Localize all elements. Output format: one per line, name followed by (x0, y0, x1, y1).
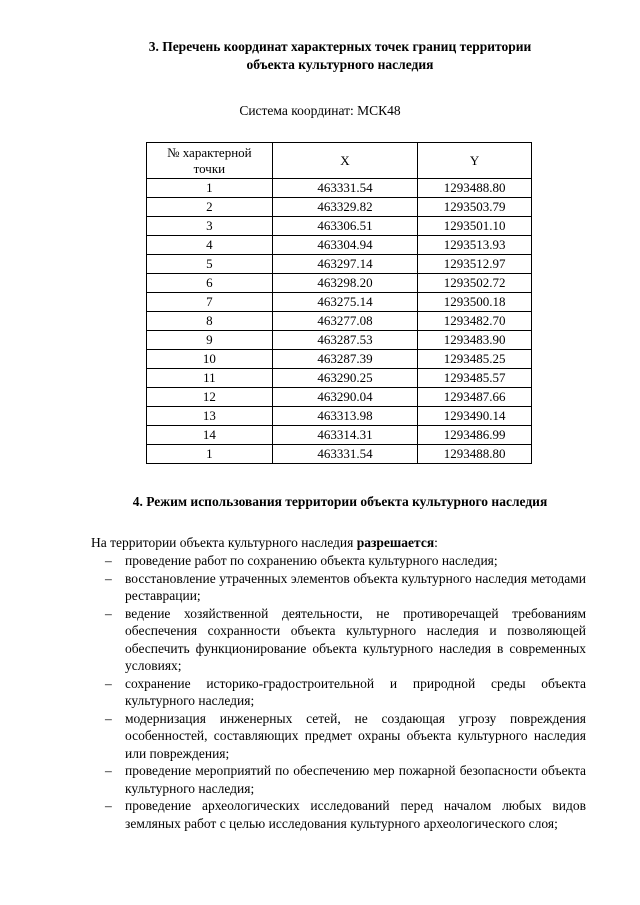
header-x: X (272, 143, 418, 179)
allowed-intro-bold: разрешается (356, 535, 435, 550)
cell-x: 463304.94 (272, 236, 418, 255)
list-item-text: модернизация инженерных сетей, не создающая угрозу повреждения особенностей, составляющих предмет охраны объекта культурного наследия или повреждения; (125, 710, 586, 761)
header-point-number (147, 143, 273, 179)
cell-y: 1293502.72 (418, 274, 532, 293)
dash-bullet: – (105, 553, 112, 568)
cell-point: 1 (147, 445, 273, 464)
dash-bullet: – (105, 763, 112, 778)
cell-y: 1293490.14 (418, 407, 532, 426)
cell-x: 463287.53 (272, 331, 418, 350)
table-row (147, 350, 532, 369)
header-y: Y (418, 143, 532, 179)
section-4-heading: 4. Режим использования территории объекта культурного наследия (132, 494, 548, 509)
cell-x: 463329.82 (272, 198, 418, 217)
cell-y: 1293485.25 (418, 350, 532, 369)
cell-x: 463290.04 (272, 388, 418, 407)
cell-point: 9 (147, 331, 273, 350)
table-row (147, 217, 532, 236)
cell-point: 7 (147, 293, 273, 312)
cell-point: 6 (147, 274, 273, 293)
cell-x: 463331.54 (272, 445, 418, 464)
list-item (91, 552, 586, 570)
list-item (91, 762, 586, 797)
cell-y: 1293513.93 (418, 236, 532, 255)
cell-point: 13 (147, 407, 273, 426)
table-row (147, 426, 532, 445)
cell-x: 463290.25 (272, 369, 418, 388)
list-item (91, 605, 586, 675)
section-3-heading-line2: объекта культурного наследия (246, 57, 434, 72)
table-row (147, 312, 532, 331)
cell-y: 1293487.66 (418, 388, 532, 407)
cell-y: 1293483.90 (418, 331, 532, 350)
list-item (91, 675, 586, 710)
list-item-text: сохранение историко-градостроительной и природной среды объекта культурного наследия; (125, 675, 586, 708)
section-3-heading-line1: 3. Перечень координат характерных точек границ территории (148, 39, 532, 54)
cell-x: 463277.08 (272, 312, 418, 331)
cell-y: 1293500.18 (418, 293, 532, 312)
cell-y: 1293501.10 (418, 217, 532, 236)
cell-x: 463314.31 (272, 426, 418, 445)
table-row (147, 407, 532, 426)
header-point-line2: точки (193, 160, 226, 176)
dash-bullet: – (105, 570, 112, 586)
allowed-intro-text: На территории объекта культурного наследия (91, 535, 357, 550)
list-item-text: ведение хозяйственной деятельности, не противоречащей требованиям обеспечения сохранности объекта культурного наследия и позволяющей обеспечить функционирование объекта культурного наследия в современных условиях; (125, 605, 586, 673)
table-header-row (147, 143, 532, 179)
table-row (147, 445, 532, 464)
coordinates-table (146, 142, 532, 464)
list-item-text: проведение археологических исследований перед началом любых видов земляных работ с целью исследования культурного археологического слоя; (125, 798, 586, 831)
list-item (91, 797, 586, 832)
table-row (147, 369, 532, 388)
cell-point: 1 (147, 179, 273, 198)
cell-point: 2 (147, 198, 273, 217)
cell-point: 4 (147, 236, 273, 255)
cell-y: 1293512.97 (418, 255, 532, 274)
table-row (147, 293, 532, 312)
cell-point: 11 (147, 369, 273, 388)
table-row (147, 388, 532, 407)
table-row (147, 331, 532, 350)
table-body (147, 179, 532, 464)
table-row (147, 274, 532, 293)
cell-point: 3 (147, 217, 273, 236)
coordinate-system-label: Система координат: МСК48 (239, 103, 401, 118)
cell-x: 463287.39 (272, 350, 418, 369)
table-row (147, 236, 532, 255)
cell-x: 463313.98 (272, 407, 418, 426)
cell-point: 10 (147, 350, 273, 369)
section-3-heading (100, 38, 580, 74)
cell-x: 463275.14 (272, 293, 418, 312)
list-item-text: проведение работ по сохранению объекта культурного наследия; (125, 553, 498, 568)
cell-x: 463297.14 (272, 255, 418, 274)
dash-bullet: – (105, 605, 112, 621)
list-item (91, 710, 586, 763)
dash-bullet: – (105, 798, 112, 813)
cell-y: 1293482.70 (418, 312, 532, 331)
cell-x: 463306.51 (272, 217, 418, 236)
allowed-list (91, 552, 586, 832)
table-row (147, 198, 532, 217)
header-point-line1: № характерной (167, 144, 252, 160)
cell-x: 463331.54 (272, 179, 418, 198)
cell-point: 12 (147, 388, 273, 407)
cell-y: 1293488.80 (418, 445, 532, 464)
cell-x: 463298.20 (272, 274, 418, 293)
cell-point: 14 (147, 426, 273, 445)
cell-point: 8 (147, 312, 273, 331)
cell-y: 1293486.99 (418, 426, 532, 445)
table-row (147, 255, 532, 274)
list-item-text: восстановление утраченных элементов объекта культурного наследия методами реставрации; (125, 570, 586, 603)
dash-bullet: – (105, 675, 112, 691)
cell-point: 5 (147, 255, 273, 274)
cell-y: 1293488.80 (418, 179, 532, 198)
allowed-intro (91, 535, 438, 551)
list-item (91, 570, 586, 605)
cell-y: 1293485.57 (418, 369, 532, 388)
list-item-text: проведение мероприятий по обеспечению мер пожарной безопасности объекта культурного наследия; (125, 763, 586, 796)
cell-y: 1293503.79 (418, 198, 532, 217)
table-row (147, 179, 532, 198)
allowed-intro-colon: : (434, 535, 438, 550)
dash-bullet: – (105, 710, 112, 726)
